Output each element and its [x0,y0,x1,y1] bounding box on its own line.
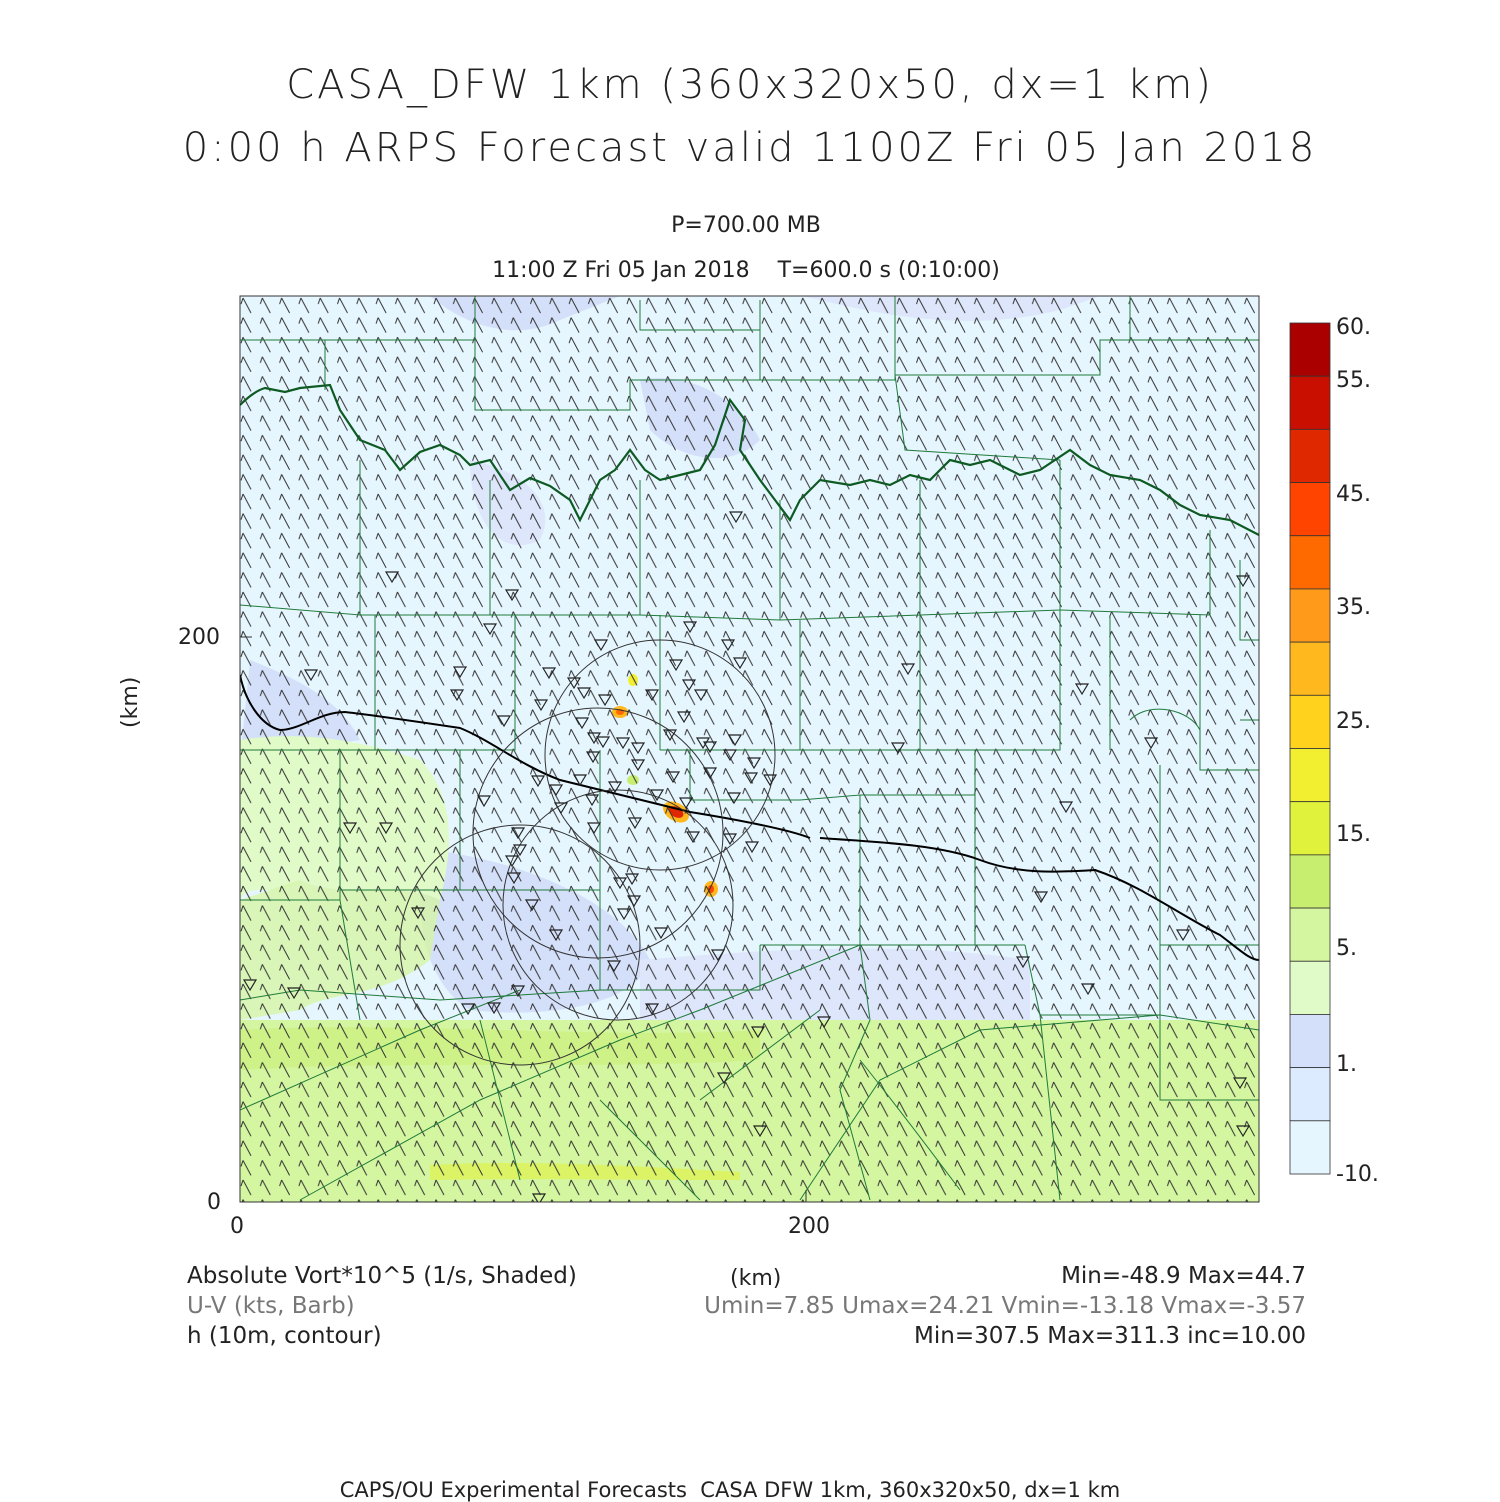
colorbar-label: 1. [1336,1052,1357,1077]
colorbar-label: 15. [1336,822,1371,847]
colorbar [1290,323,1330,1174]
colorbar-label: 35. [1336,595,1371,620]
colorbar-label: -10. [1336,1162,1379,1187]
legend-barb-stats: Umin=7.85 Umax=24.21 Vmin=-13.18 Vmax=-3.57 [704,1293,1306,1319]
colorbar-segment [1290,323,1330,376]
colorbar-label: 60. [1336,315,1371,340]
legend-shaded-stats: Min=-48.9 Max=44.7 [1061,1263,1306,1289]
colorbar-label: 45. [1336,482,1371,507]
legend-contour: h (10m, contour) [187,1323,382,1349]
colorbar-segment [1290,589,1330,642]
y-axis-label: (km) [118,676,143,728]
colorbar-label: 25. [1336,709,1371,734]
time-label: 11:00 Z Fri 05 Jan 2018 T=600.0 s (0:10:00) [492,258,1000,283]
colorbar-segment [1290,429,1330,482]
y-tick-200: 200 [178,625,220,650]
legend-barb: U-V (kts, Barb) [187,1293,355,1319]
colorbar-label: 5. [1336,936,1357,961]
colorbar-segment [1290,695,1330,748]
colorbar-segment [1290,536,1330,589]
x-tick-0: 0 [230,1214,244,1239]
title-line-1: CASA_DFW 1km (360x320x50, dx=1 km) [286,62,1214,108]
legend-contour-stats: Min=307.5 Max=311.3 inc=10.00 [914,1323,1306,1349]
colorbar-segment [1290,376,1330,429]
colorbar-segment [1290,483,1330,536]
title-line-2: 0:00 h ARPS Forecast valid 1100Z Fri 05 Jan 2018 [182,125,1318,171]
x-axis-label: (km) [730,1266,782,1291]
x-tick-200: 200 [788,1214,830,1239]
colorbar-segment [1290,1121,1330,1174]
colorbar-segment [1290,642,1330,695]
legend-shaded: Absolute Vort*10^5 (1/s, Shaded) [187,1263,577,1289]
colorbar-segment [1290,908,1330,961]
footer-credit: CAPS/OU Experimental Forecasts CASA DFW 1km, 360x320x50, dx=1 km [339,1478,1121,1502]
colorbar-segment [1290,961,1330,1014]
colorbar-segment [1290,802,1330,855]
colorbar-segment [1290,1068,1330,1121]
y-tick-0: 0 [207,1190,221,1215]
vorticity-field [240,296,1259,1204]
colorbar-segment [1290,749,1330,802]
colorbar-label: 55. [1336,368,1371,393]
colorbar-segment [1290,1014,1330,1067]
colorbar-segment [1290,855,1330,908]
level-label: P=700.00 MB [671,213,821,238]
